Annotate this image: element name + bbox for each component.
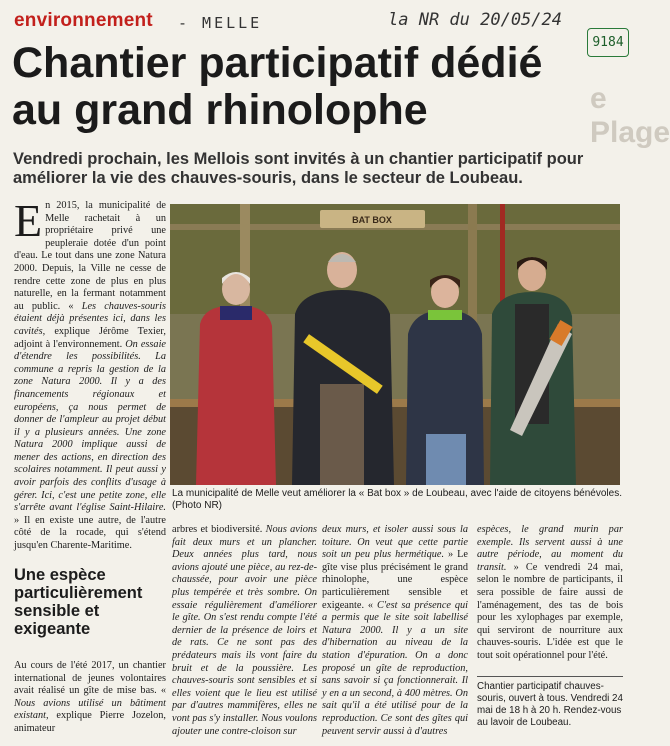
- article-standfirst: Vendredi prochain, les Mellois sont invités à un chantier participatif pour améliorer la vie des chauves-souris, dans le secteur de Loubeau.: [13, 150, 584, 187]
- article-column-4: [477, 524, 623, 663]
- quote: On essaie d'étendre les possibilités. La commune a repris la gestion de la zone Natura 2000. Il y a des financements régionaux et européens, ça nous permet de donner de l'ampleur au projet début il y a plusieurs années. Une zone Natura 2000 implique aussi de mener des actions, en direction des scolaires notamment. Il peut aussi y avoir parfois des conflits d'usage à gérer. Ici, c'est une petite zone, elle s'arrête avant l'église Saint-Hilaire.: [14, 338, 167, 514]
- drop-cap: E: [14, 195, 43, 246]
- paragraph: n 2015, la municipalité de Melle rachetait à un propriétaire privé une peupleraie dotée d'un point d'eau. Le tout dans une zone Natura 2000. Depuis, la Ville ne cesse de rendre cette zone de plus en plus naturelle, en la fermant notamment au public. «: [14, 200, 166, 312]
- quote: C'est sa présence qui a permis que le site soit labellisé Natura 2000. Il y a un site d'hibernation au niveau de la station d'épuration. On a donc proposé un gîte de reproduction, sans savoir si ça fonctionnerait. Il y en a un second, à 400 mètres. On sait qu'il a été utilisé pour de la reproduction. Ce sont des gîtes qui peuvent servir aussi à d'autres: [322, 599, 469, 737]
- article-column-1: [14, 195, 167, 553]
- quote: deux murs, et isoler aussi sous la toiture. On veut que cette partie soit un peu plus hermétique.: [322, 524, 468, 561]
- paragraph: » Le gîte vise plus précisément le grand rhinolophe, une espèce particulièrement sensible et exigeante. «: [322, 549, 468, 611]
- archive-stamp: 9184: [587, 28, 629, 57]
- paragraph: » Ce vendredi 24 mai, selon le nombre de participants, il sera possible de faire aussi de l'aménagement, des tas de bois pour les xylophages par exemple, qui serviront de nourriture aux chauves-souris. L'idée est que le tout soit opérationnel pour l'été.: [477, 561, 623, 661]
- quote: espèces, le grand murin par exemple. Ils servent aussi à une autre période, au moment du transit.: [477, 524, 623, 573]
- article-photo: [170, 204, 620, 485]
- bat-box-sign: BAT BOX: [352, 215, 392, 225]
- photo-illustration: [170, 204, 620, 485]
- article-column-2: [172, 524, 317, 738]
- photo-caption: La municipalité de Melle veut améliorer la « Bat box » de Loubeau, avec l'aide de citoyens bénévoles. (Photo NR): [172, 488, 622, 511]
- paragraph: Au cours de l'été 2017, un chantier international de jeunes volontaires avait réalisé un gîte de mise bas. «: [14, 660, 166, 697]
- handwritten-source-note: la NR du 20/05/24: [388, 10, 562, 30]
- quote: Les chauves-souris étaient déjà présentes ici, dans les cavités,: [14, 300, 166, 337]
- article-subheading: Une espèce particulièrement sensible et exigeante: [14, 566, 143, 638]
- paragraph: explique Pierre Jozelon, animateur: [14, 710, 167, 734]
- event-info-box: Chantier participatif chauves-souris, ouvert à tous. Vendredi 24 mai de 18 h à 20 h. Rendez-vous au lavoir de Loubeau.: [477, 676, 623, 729]
- handwritten-place-note: - MELLE: [178, 14, 263, 32]
- paragraph: arbres et biodiversité.: [172, 524, 263, 535]
- paragraph: » Il en existe une autre, de l'autre côté de la rocade, qui s'étend jusqu'en Charente-Maritime.: [14, 514, 166, 552]
- article-column-1-bottom: [14, 660, 166, 736]
- bleed-through-text: e Plage: [590, 82, 670, 149]
- article-column-3: [322, 524, 468, 738]
- quote: Nous avions fait deux murs et un plancher. Deux années plus tard, nous avions ajouté une pièce, au rez-de-chaussée, pour avoir une pièce plus tempérée et très sombre. On essaie régulièrement d'améliorer le gîte. On s'est rendu compte l'été dernier de la présence de loirs et de rats. Ce ne sont pas des prédateurs mais ils vont faire du bruit et de la poussière. Les chauves-souris sont sensibles et si elles voient que le lieu est utilisé par d'autres mammifères, elles ne vont pas s'y installer. Nous voulons ajouter une contre-cloison sur: [172, 524, 318, 737]
- section-rubric: environnement: [14, 10, 153, 31]
- paragraph: explique Jérôme Texier, adjoint à l'environnement.: [14, 325, 166, 350]
- article-title: Chantier participatif dédié au grand rhinolophe: [12, 39, 543, 134]
- quote: Nous avions utilisé un bâtiment existant,: [14, 697, 166, 722]
